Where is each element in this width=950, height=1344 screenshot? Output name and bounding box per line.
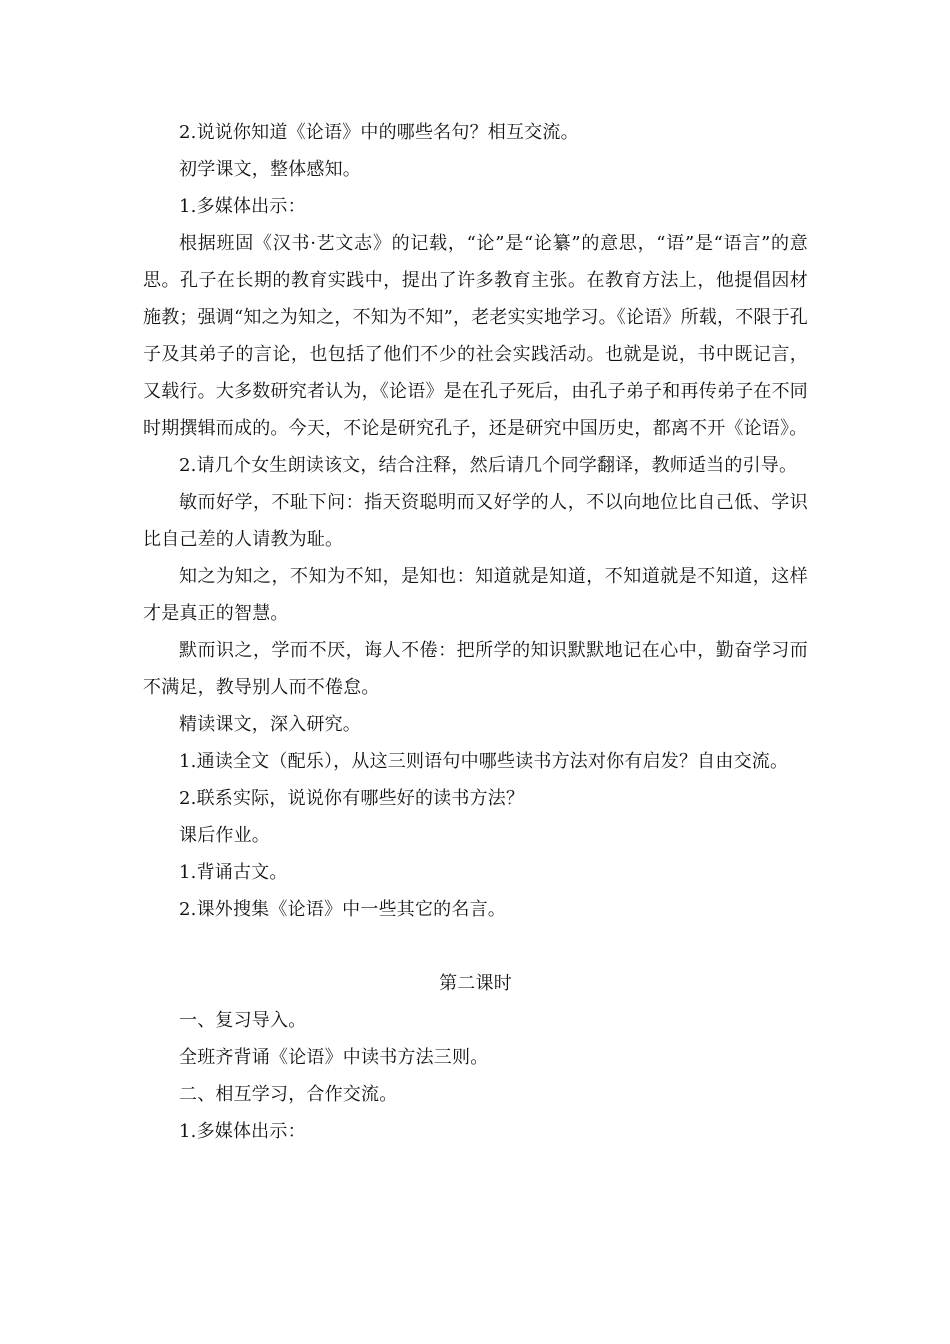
paragraph-full-text-reading: 1.通读全文（配乐），从这三则语句中哪些读书方法对你有启发？自由交流。 — [179, 751, 789, 772]
paragraph-multimedia-1: 1.多媒体出示： — [179, 196, 306, 217]
paragraph-multimedia-2: 1.多媒体出示： — [179, 1121, 306, 1142]
paragraph-quote-3: 默而识之，学而不厌，诲人不倦：把所学的知识默默地记在心中，勤奋学习而不满足，教导别人而不倦怠。 — [143, 640, 808, 698]
paragraph-cooperative-learning: 二、相互学习，合作交流。 — [179, 1084, 398, 1105]
paragraph-reading-translation: 2.请几个女生朗读该文，结合注释，然后请几个同学翻译，教师适当的引导。 — [179, 455, 798, 476]
paragraph-quote-1: 敏而好学，不耻下问：指天资聪明而又好学的人，不以向地位比自己低、学识比自己差的人请教为耻。 — [143, 492, 808, 550]
paragraph-quote-2: 知之为知之，不知为不知，是知也：知道就是知道，不知道就是不知道，这样才是真正的智慧。 — [143, 566, 808, 624]
document-body — [143, 114, 808, 1150]
paragraph-famous-quotes: 2.说说你知道《论语》中的哪些名句？相互交流。 — [179, 122, 579, 143]
paragraph-collect-sayings: 2.课外搜集《论语》中一些其它的名言。 — [179, 899, 506, 920]
paragraph-lunyu-background: 根据班固《汉书·艺文志》的记载，“论”是“论纂”的意思，“语”是“语言”的意思。孔子在长期的教育实践中，提出了许多教育主张。在教育方法上，他提倡因材施教；强调“知之为知之，不知为不知”，老老实实地学习。《论语》所载，不限于孔子及其弟子的言论，也包括了他们不少的社会实践活动。也就是说，书中既记言，又载行。大多数研究者认为，《论语》是在孔子死后，由孔子弟子和再传弟子在不同时期撰辑而成的。今天，不论是研究孔子，还是研究中国历史，都离不开《论语》。 — [143, 233, 809, 439]
paragraph-recite: 1.背诵古文。 — [179, 862, 288, 883]
paragraph-homework: 课后作业。 — [179, 825, 270, 846]
paragraph-close-reading: 精读课文，深入研究。 — [179, 714, 361, 735]
paragraph-first-reading: 初学课文，整体感知。 — [179, 159, 361, 180]
section-heading: 第二课时 — [439, 973, 512, 994]
paragraph-reading-methods: 2.联系实际，说说你有哪些好的读书方法？ — [179, 788, 525, 809]
paragraph-review-intro: 一、复习导入。 — [179, 1010, 307, 1031]
paragraph-class-recite: 全班齐背诵《论语》中读书方法三则。 — [179, 1047, 489, 1068]
